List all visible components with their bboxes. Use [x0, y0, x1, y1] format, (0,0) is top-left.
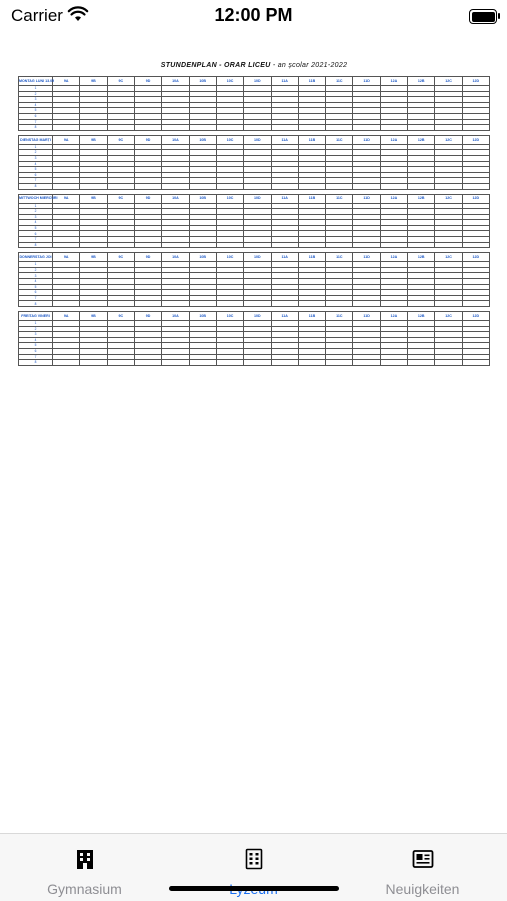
class-header: 12D [462, 194, 489, 203]
lesson-cell [326, 301, 353, 307]
timetable-title-text: STUNDENPLAN - ORAR LICEU [160, 62, 271, 69]
status-time: 12:00 PM [214, 5, 293, 25]
lesson-cell [462, 183, 489, 189]
class-header: 12A [380, 312, 407, 321]
period-number: 2 [19, 326, 53, 332]
class-header: 12B [408, 194, 435, 203]
lesson-cell [189, 183, 216, 189]
lesson-cell [134, 242, 161, 248]
lesson-cell [134, 125, 161, 131]
class-header: 11C [326, 77, 353, 86]
lesson-cell [162, 360, 189, 366]
lesson-cell [380, 242, 407, 248]
lesson-cell [353, 301, 380, 307]
newspaper-icon [412, 848, 434, 870]
carrier-label: Carrier [11, 6, 63, 25]
class-header: 10A [162, 253, 189, 262]
period-number: 4 [19, 102, 53, 108]
class-header: 11B [298, 312, 325, 321]
lesson-cell [244, 360, 271, 366]
class-header: 12D [462, 312, 489, 321]
lesson-cell [435, 242, 462, 248]
day-block [18, 252, 490, 307]
lesson-cell [462, 360, 489, 366]
lesson-cell [134, 183, 161, 189]
period-number: 1 [19, 203, 53, 209]
class-header: 10C [216, 194, 243, 203]
lesson-cell [353, 125, 380, 131]
status-bar [0, 0, 507, 34]
lesson-cell [326, 183, 353, 189]
period-number: 5 [19, 167, 53, 173]
class-header: 10C [216, 253, 243, 262]
lesson-cell [353, 183, 380, 189]
period-row [19, 242, 490, 248]
class-header: 11D [353, 77, 380, 86]
class-header: 11D [353, 253, 380, 262]
period-number: 3 [19, 97, 53, 103]
lesson-cell [380, 125, 407, 131]
lesson-cell [189, 301, 216, 307]
lesson-cell [134, 301, 161, 307]
class-header: 10B [189, 135, 216, 144]
class-header: 10D [244, 253, 271, 262]
timetable-year: - an școlar 2021-2022 [272, 62, 348, 69]
period-number: 6 [19, 113, 53, 119]
class-header: 10B [189, 77, 216, 86]
period-number: 1 [19, 86, 53, 92]
class-header: 9D [134, 135, 161, 144]
lesson-cell [107, 125, 134, 131]
period-number: 3 [19, 332, 53, 338]
class-header: 11B [298, 135, 325, 144]
class-header: 12A [380, 77, 407, 86]
lesson-cell [244, 125, 271, 131]
class-header: 11C [326, 312, 353, 321]
period-number: 4 [19, 337, 53, 343]
class-header: 10C [216, 135, 243, 144]
lesson-cell [462, 301, 489, 307]
lesson-cell [298, 301, 325, 307]
class-header: 10B [189, 312, 216, 321]
class-header: 10D [244, 194, 271, 203]
period-number: 7 [19, 119, 53, 125]
class-header: 10A [162, 312, 189, 321]
class-header: 10B [189, 253, 216, 262]
class-header: 9A [53, 194, 80, 203]
day-block [18, 76, 490, 131]
block-gap [18, 366, 490, 370]
day-table [18, 194, 490, 249]
timetable-document [18, 62, 490, 370]
class-header: 12D [462, 135, 489, 144]
period-number: 8 [19, 301, 53, 307]
lesson-cell [298, 242, 325, 248]
period-number: 5 [19, 343, 53, 349]
day-label: FREITAG VINERI [19, 312, 53, 321]
lesson-cell [408, 183, 435, 189]
lesson-cell [244, 301, 271, 307]
lesson-cell [353, 242, 380, 248]
period-row [19, 360, 490, 366]
tab-neuigkeiten-label: Neuigkeiten [385, 881, 460, 897]
class-header: 9A [53, 312, 80, 321]
day-block [18, 135, 490, 190]
lesson-cell [380, 301, 407, 307]
lesson-cell [408, 360, 435, 366]
class-header: 12B [408, 253, 435, 262]
class-header: 10A [162, 77, 189, 86]
tab-gymnasium[interactable] [0, 834, 169, 901]
lesson-cell [189, 125, 216, 131]
school-icon [243, 848, 265, 870]
lesson-cell [462, 125, 489, 131]
class-header: 10D [244, 77, 271, 86]
period-number: 8 [19, 360, 53, 366]
class-header: 11B [298, 77, 325, 86]
lesson-cell [107, 242, 134, 248]
lesson-cell [80, 242, 107, 248]
class-header: 11C [326, 135, 353, 144]
lesson-cell [298, 125, 325, 131]
class-header: 12A [380, 253, 407, 262]
class-header: 10C [216, 312, 243, 321]
lesson-cell [408, 242, 435, 248]
lesson-cell [107, 301, 134, 307]
class-header: 9A [53, 253, 80, 262]
lesson-cell [80, 125, 107, 131]
day-label: MONTAG LUNI 13.09 [19, 77, 53, 86]
lesson-cell [435, 301, 462, 307]
lesson-cell [326, 242, 353, 248]
period-number: 2 [19, 91, 53, 97]
lesson-cell [216, 125, 243, 131]
class-header: 12C [435, 77, 462, 86]
period-number: 6 [19, 348, 53, 354]
period-number: 1 [19, 321, 53, 327]
period-number: 7 [19, 354, 53, 360]
lesson-cell [435, 183, 462, 189]
lesson-cell [380, 360, 407, 366]
lesson-cell [271, 242, 298, 248]
class-header: 12B [408, 135, 435, 144]
class-header: 12B [408, 312, 435, 321]
tab-gymnasium-label: Gymnasium [47, 881, 122, 897]
class-header: 9D [134, 77, 161, 86]
class-header: 11B [298, 194, 325, 203]
class-header: 11A [271, 77, 298, 86]
lesson-cell [298, 360, 325, 366]
lesson-cell [134, 360, 161, 366]
lesson-cell [271, 183, 298, 189]
period-number: 6 [19, 290, 53, 296]
period-number: 1 [19, 144, 53, 150]
class-header: 9B [80, 77, 107, 86]
period-number: 3 [19, 214, 53, 220]
class-header: 11A [271, 312, 298, 321]
lesson-cell [80, 183, 107, 189]
lesson-cell [53, 183, 80, 189]
class-header: 11C [326, 253, 353, 262]
lesson-cell [80, 360, 107, 366]
period-row [19, 125, 490, 131]
lesson-cell [53, 360, 80, 366]
lesson-cell [107, 183, 134, 189]
lesson-cell [244, 242, 271, 248]
period-number: 8 [19, 183, 53, 189]
class-header: 9A [53, 77, 80, 86]
period-number: 3 [19, 155, 53, 161]
class-header: 11D [353, 312, 380, 321]
tab-neuigkeiten[interactable] [338, 834, 507, 901]
lesson-cell [80, 301, 107, 307]
day-block [18, 194, 490, 249]
lesson-cell [462, 242, 489, 248]
period-number: 2 [19, 267, 53, 273]
lesson-cell [162, 242, 189, 248]
class-header: 11D [353, 194, 380, 203]
period-number: 5 [19, 284, 53, 290]
lesson-cell [216, 360, 243, 366]
class-header: 12B [408, 77, 435, 86]
timetable-title [18, 62, 490, 69]
timetable-blocks [18, 76, 490, 370]
class-header: 12C [435, 312, 462, 321]
lesson-cell [216, 242, 243, 248]
period-number: 4 [19, 161, 53, 167]
lesson-cell [353, 360, 380, 366]
class-header: 10D [244, 135, 271, 144]
day-table [18, 135, 490, 190]
class-header: 9B [80, 194, 107, 203]
class-header: 9D [134, 194, 161, 203]
period-number: 4 [19, 279, 53, 285]
class-header: 12D [462, 77, 489, 86]
lesson-cell [408, 301, 435, 307]
lesson-cell [298, 183, 325, 189]
class-header: 10D [244, 312, 271, 321]
period-number: 2 [19, 209, 53, 215]
period-row [19, 183, 490, 189]
class-header: 12D [462, 253, 489, 262]
lesson-cell [162, 183, 189, 189]
class-header: 9B [80, 135, 107, 144]
class-header: 9D [134, 253, 161, 262]
lesson-cell [53, 301, 80, 307]
lesson-cell [326, 125, 353, 131]
lesson-cell [53, 242, 80, 248]
period-number: 6 [19, 172, 53, 178]
battery-icon [469, 9, 497, 24]
period-number: 2 [19, 150, 53, 156]
class-header: 10C [216, 77, 243, 86]
class-header: 9C [107, 194, 134, 203]
lesson-cell [53, 125, 80, 131]
period-number: 5 [19, 225, 53, 231]
period-number: 7 [19, 295, 53, 301]
lesson-cell [189, 360, 216, 366]
lesson-cell [216, 301, 243, 307]
lesson-cell [271, 125, 298, 131]
lesson-cell [244, 183, 271, 189]
day-table [18, 76, 490, 131]
class-header: 12C [435, 135, 462, 144]
day-table [18, 311, 490, 366]
period-number: 7 [19, 237, 53, 243]
day-label: MITTWOCH MIERCURI [19, 194, 53, 203]
class-header: 11A [271, 135, 298, 144]
lesson-cell [271, 301, 298, 307]
class-header: 11A [271, 253, 298, 262]
class-header: 12C [435, 253, 462, 262]
period-number: 8 [19, 242, 53, 248]
period-number: 1 [19, 262, 53, 268]
class-header: 11A [271, 194, 298, 203]
lesson-cell [107, 360, 134, 366]
class-header: 9B [80, 312, 107, 321]
period-row [19, 301, 490, 307]
period-number: 7 [19, 178, 53, 184]
class-header: 11C [326, 194, 353, 203]
class-header: 9C [107, 77, 134, 86]
lesson-cell [380, 183, 407, 189]
lesson-cell [216, 183, 243, 189]
class-header: 10A [162, 194, 189, 203]
lesson-cell [189, 242, 216, 248]
class-header: 9A [53, 135, 80, 144]
lesson-cell [435, 360, 462, 366]
period-number: 3 [19, 273, 53, 279]
day-label: DIENSTAG MARȚI [19, 135, 53, 144]
class-header: 10A [162, 135, 189, 144]
lesson-cell [162, 125, 189, 131]
class-header: 11D [353, 135, 380, 144]
building-icon [74, 848, 96, 870]
period-number: 6 [19, 231, 53, 237]
class-header: 12A [380, 194, 407, 203]
lesson-cell [408, 125, 435, 131]
class-header: 9C [107, 312, 134, 321]
class-header: 9C [107, 253, 134, 262]
home-indicator [169, 886, 339, 891]
class-header: 9D [134, 312, 161, 321]
day-block [18, 311, 490, 366]
class-header: 9C [107, 135, 134, 144]
class-header: 12C [435, 194, 462, 203]
lesson-cell [326, 360, 353, 366]
class-header: 11B [298, 253, 325, 262]
day-label: DONNERSTAG JOI [19, 253, 53, 262]
period-number: 4 [19, 220, 53, 226]
lesson-cell [271, 360, 298, 366]
class-header: 12A [380, 135, 407, 144]
class-header: 9B [80, 253, 107, 262]
class-header: 10B [189, 194, 216, 203]
day-table [18, 252, 490, 307]
period-number: 5 [19, 108, 53, 114]
lesson-cell [162, 301, 189, 307]
lesson-cell [435, 125, 462, 131]
period-number: 8 [19, 125, 53, 131]
